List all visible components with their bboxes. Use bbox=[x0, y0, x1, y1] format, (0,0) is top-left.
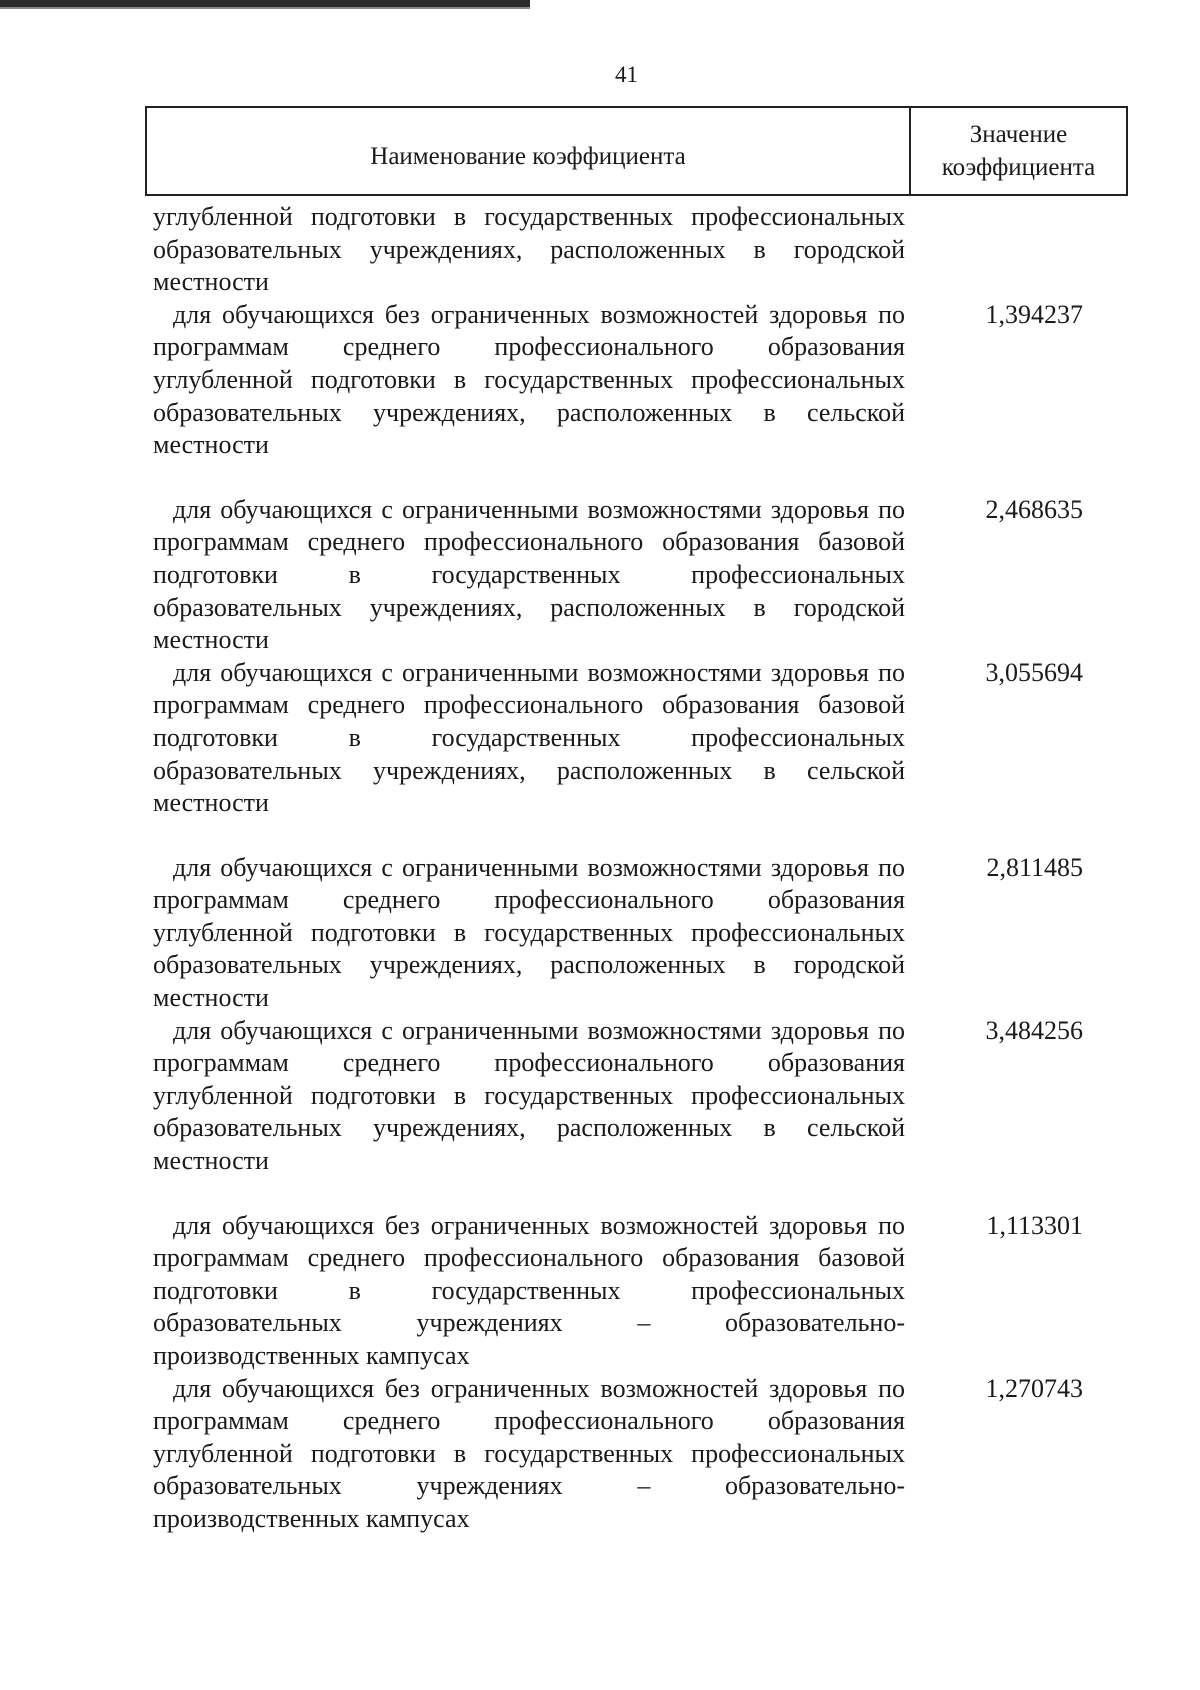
row-description: для обучающихся с ограниченными возможностями здоровья по программам среднего профессионального образования углубленной подготовки в государственных профессиональных образовательных учреждениях, расположенных в сельской местности bbox=[153, 1015, 905, 1176]
row-description: для обучающихся с ограниченными возможностями здоровья по программам среднего профессионального образования базовой подготовки в государственных профессиональных образовательных учреждениях, расположенных в городской местности bbox=[153, 494, 905, 655]
row-value: 1,270743 bbox=[985, 1373, 1083, 1403]
table-row bbox=[153, 299, 1083, 462]
table-row bbox=[153, 1373, 1083, 1536]
row-value: 3,055694 bbox=[985, 657, 1083, 687]
row-description: для обучающихся с ограниченными возможностями здоровья по программам среднего профессионального образования углубленной подготовки в государственных профессиональных образовательных учреждениях, расположенных в городской местности bbox=[153, 852, 905, 1013]
table-row bbox=[153, 657, 1083, 820]
row-value bbox=[905, 201, 1083, 299]
table-body bbox=[153, 201, 1083, 1536]
table-row bbox=[153, 494, 1083, 657]
row-description: для обучающихся с ограниченными возможностями здоровья по программам среднего профессионального образования базовой подготовки в государственных профессиональных образовательных учреждениях, расположенных в сельской местности bbox=[153, 657, 905, 818]
row-description: для обучающихся без ограниченных возможностей здоровья по программам среднего профессионального образования углубленной подготовки в государственных профессиональных образовательных учреждениях – образовательно-производственных кампусах bbox=[153, 1373, 905, 1533]
header-value-line2: коэффициента bbox=[941, 154, 1096, 181]
table-row bbox=[153, 1015, 1083, 1178]
row-value: 1,394237 bbox=[985, 299, 1083, 329]
row-value: 3,484256 bbox=[985, 1015, 1083, 1045]
row-value: 1,113301 bbox=[986, 1210, 1083, 1240]
table-row bbox=[153, 852, 1083, 1015]
row-value: 2,468635 bbox=[985, 494, 1083, 524]
table-row bbox=[153, 1210, 1083, 1373]
row-description: для обучающихся без ограниченных возможностей здоровья по программам среднего профессионального образования углубленной подготовки в государственных профессиональных образовательных учреждениях, расположенных в сельской местности bbox=[153, 299, 905, 460]
table-header bbox=[145, 106, 1128, 196]
page-number: 41 bbox=[615, 62, 638, 87]
header-value-line1: Значение bbox=[969, 121, 1068, 148]
scan-edge-mark bbox=[0, 0, 530, 9]
table-row bbox=[153, 201, 1083, 299]
row-value: 2,811485 bbox=[986, 852, 1083, 882]
header-coefficient-value bbox=[911, 108, 1126, 194]
row-description: углубленной подготовки в государственных профессиональных образовательных учреждениях, расположенных в городской местности bbox=[153, 202, 905, 297]
row-description: для обучающихся без ограниченных возможностей здоровья по программам среднего профессионального образования базовой подготовки в государственных профессиональных образовательных учреждениях – образовательно-производственных кампусах bbox=[153, 1210, 905, 1370]
header-coefficient-name: Наименование коэффициента bbox=[147, 108, 911, 194]
